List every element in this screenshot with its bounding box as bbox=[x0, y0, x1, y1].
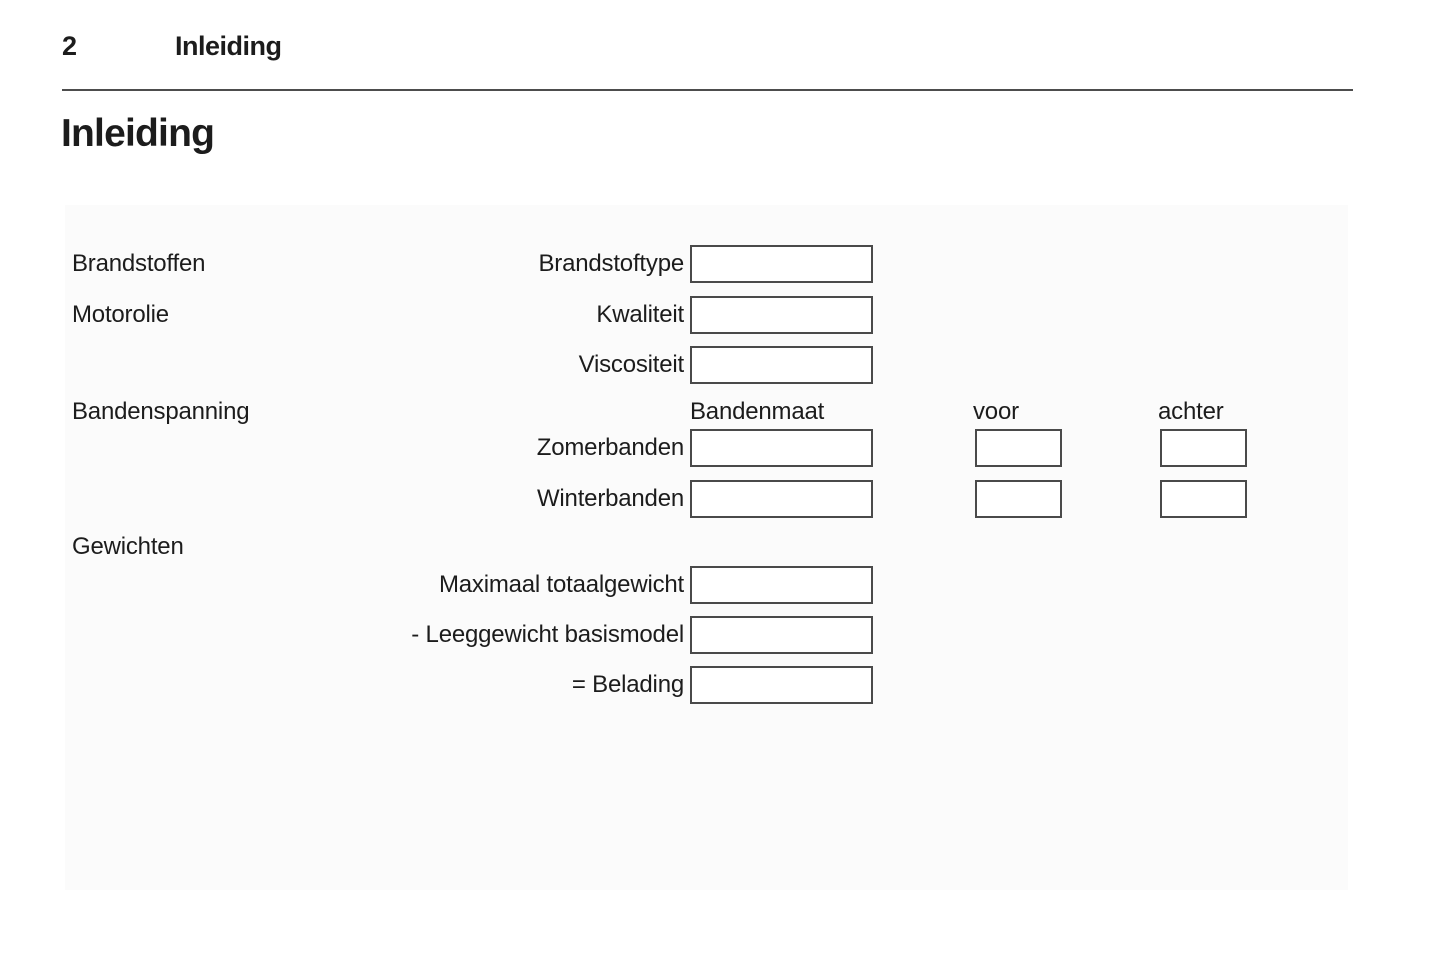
category-label-brandstoffen: Brandstoffen bbox=[72, 250, 206, 277]
belading-input[interactable] bbox=[690, 666, 873, 704]
category-label-motorolie: Motorolie bbox=[72, 301, 169, 328]
field-label-brandstoftype: Brandstoftype bbox=[538, 250, 684, 277]
field-label-belading: = Belading bbox=[571, 671, 684, 698]
header-divider bbox=[62, 89, 1353, 91]
field-label-viscositeit: Viscositeit bbox=[578, 351, 684, 378]
page-title: Inleiding bbox=[61, 112, 215, 155]
leeggewicht-basismodel-input[interactable] bbox=[690, 616, 873, 654]
field-label-leeggewicht-basismodel: - Leeggewicht basismodel bbox=[411, 621, 684, 648]
brandstoftype-input[interactable] bbox=[690, 245, 873, 283]
column-header-bandenmaat: Bandenmaat bbox=[690, 398, 825, 425]
viscositeit-input[interactable] bbox=[690, 346, 873, 384]
category-label-gewichten: Gewichten bbox=[72, 533, 184, 560]
category-label-bandenspanning: Bandenspanning bbox=[72, 398, 250, 425]
field-label-kwaliteit: Kwaliteit bbox=[596, 301, 684, 328]
spec-form-panel bbox=[65, 205, 1348, 890]
zomerbanden-voor-input[interactable] bbox=[975, 429, 1062, 467]
winterbanden-achter-input[interactable] bbox=[1160, 480, 1247, 518]
field-label-winterbanden: Winterbanden bbox=[536, 485, 684, 512]
zomerbanden-bandenmaat-input[interactable] bbox=[690, 429, 873, 467]
column-header-voor: voor bbox=[973, 398, 1019, 425]
zomerbanden-achter-input[interactable] bbox=[1160, 429, 1247, 467]
field-label-maximaal-totaalgewicht: Maximaal totaalgewicht bbox=[438, 571, 684, 598]
winterbanden-voor-input[interactable] bbox=[975, 480, 1062, 518]
winterbanden-bandenmaat-input[interactable] bbox=[690, 480, 873, 518]
chapter-title: Inleiding bbox=[175, 31, 282, 61]
page-number: 2 bbox=[62, 31, 77, 61]
maximaal-totaalgewicht-input[interactable] bbox=[690, 566, 873, 604]
field-label-zomerbanden: Zomerbanden bbox=[536, 434, 684, 461]
kwaliteit-input[interactable] bbox=[690, 296, 873, 334]
column-header-achter: achter bbox=[1158, 398, 1224, 425]
